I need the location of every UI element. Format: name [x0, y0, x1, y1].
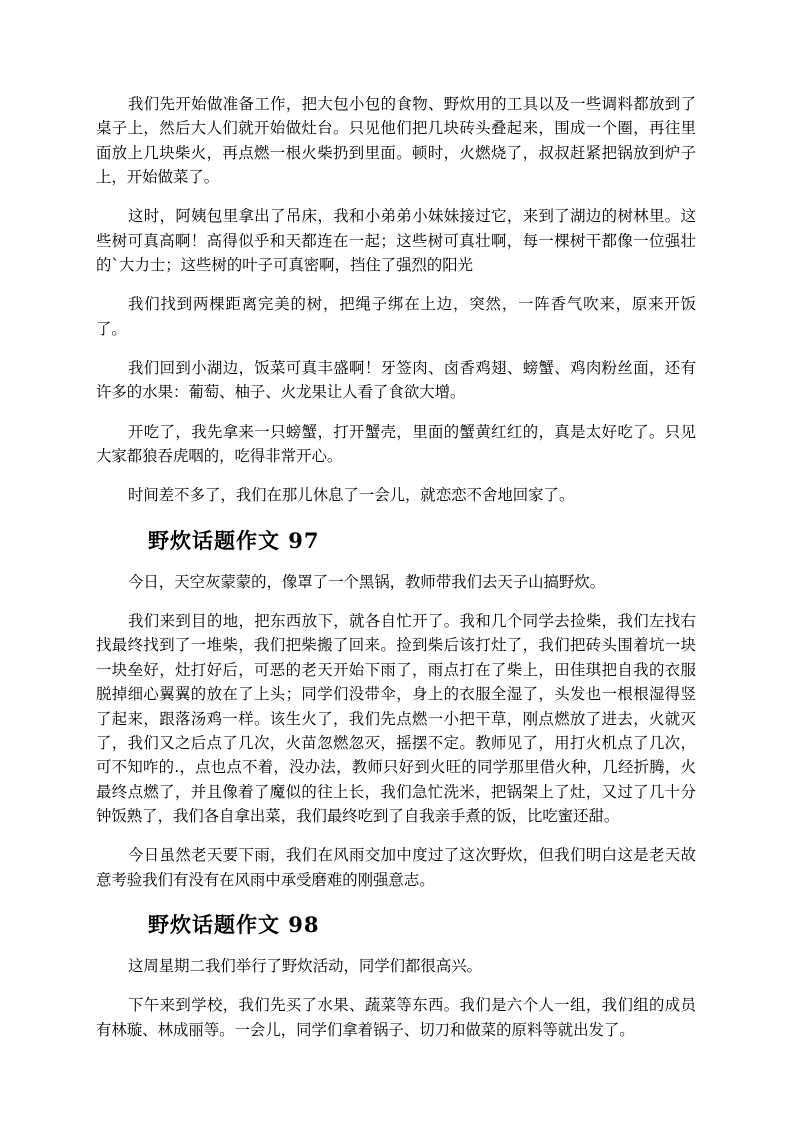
essay-96-paragraph-6: 时间差不多了，我们在那儿休息了一会儿，就恋恋不舍地回家了。: [128, 486, 575, 505]
essay-98-title: 野炊话题作文 98: [148, 912, 320, 938]
essay-97-title: 野炊话题作文 97: [148, 527, 320, 553]
essay-98-paragraph-1: 这周星期二我们举行了野炊活动，同学们都很高兴。: [128, 957, 482, 976]
essay-97-paragraph-3: 今日虽然老天要下雨，我们在风雨交加中度过了这次野炊，但我们明白这是老天故意考验我们有没有在风雨中承受磨难的刚强意志。: [96, 846, 696, 889]
essay-96-paragraph-1: 我们先开始做准备工作，把大包小包的食物、野炊用的工具以及一些调料都放到了桌子上，然后大人们就开始做灶台。只见他们把几块砖头叠起来，围成一个圈，再往里面放上几块柴火，再点燃一根火柴扔到里面。顿时，火燃烧了，叔叔赶紧把锅放到炉子上，开始做菜了。: [96, 95, 696, 187]
essay-97-paragraph-2: 我们来到目的地，把东西放下，就各自忙开了。我和几个同学去捡柴，我们左找右找最终找到了一堆柴，我们把柴搬了回来。捡到柴后该打灶了，我们把砖头围着坑一块一块垒好，灶打好后，可恶的老天开始下雨了，雨点打在了柴上，田佳琪把自我的衣服脱掉细心翼翼的放在了上头；同学们没带伞，身上的衣服全湿了，头发也一根根湿得竖了起来，跟落汤鸡一样。该生火了，我们先点燃一小把干草，刚点燃放了进去，火就灭了，我们又之后点了几次，火苗忽燃忽灭，摇摆不定。教师见了，用打火机点了几次，可不知咋的.，点也点不着，没办法，教师只好到火旺的同学那里借火种，几经折腾，火最终点燃了，并且像着了魔似的往上长，我们急忙洗米，把锅架上了灶，又过了几十分钟饭熟了，我们各自拿出菜，我们最终吃到了自我亲手煮的饭，比吃蜜还甜。: [96, 611, 696, 826]
essay-96-paragraph-4: 我们回到小湖边，饭菜可真丰盛啊！牙签肉、卤香鸡翅、螃蟹、鸡肉粉丝面，还有许多的水果：葡萄、柚子、火龙果让人看了食欲大增。: [96, 359, 696, 402]
essay-96-paragraph-2: 这时，阿姨包里拿出了吊床，我和小弟弟小妹妹接过它，来到了湖边的树林里。这些树可真高啊！高得似乎和天都连在一起；这些树可真壮啊，每一棵树干都像一位强壮的`大力士；这些树的叶子可真密啊，挡住了强烈的阳光: [96, 207, 696, 275]
essay-97-paragraph-1: 今日，天空灰蒙蒙的，像罩了一个黑锅，教师带我们去天子山搞野炊。: [128, 572, 606, 591]
essay-96-paragraph-3: 我们找到两棵距离完美的树，把绳子绑在上边，突然，一阵香气吹来，原来开饭了。: [96, 295, 696, 338]
document-page: [96, 92, 696, 1042]
essay-98-paragraph-2: 下午来到学校，我们先买了水果、蔬菜等东西。我们是六个人一组，我们组的成员有林璇、林成丽等。一会儿，同学们拿着锅子、切刀和做菜的原料等就出发了。: [96, 996, 696, 1039]
essay-96-paragraph-5: 开吃了，我先拿来一只螃蟹，打开蟹壳，里面的蟹黄红红的，真是太好吃了。只见大家都狼吞虎咽的，吃得非常开心。: [96, 422, 696, 466]
